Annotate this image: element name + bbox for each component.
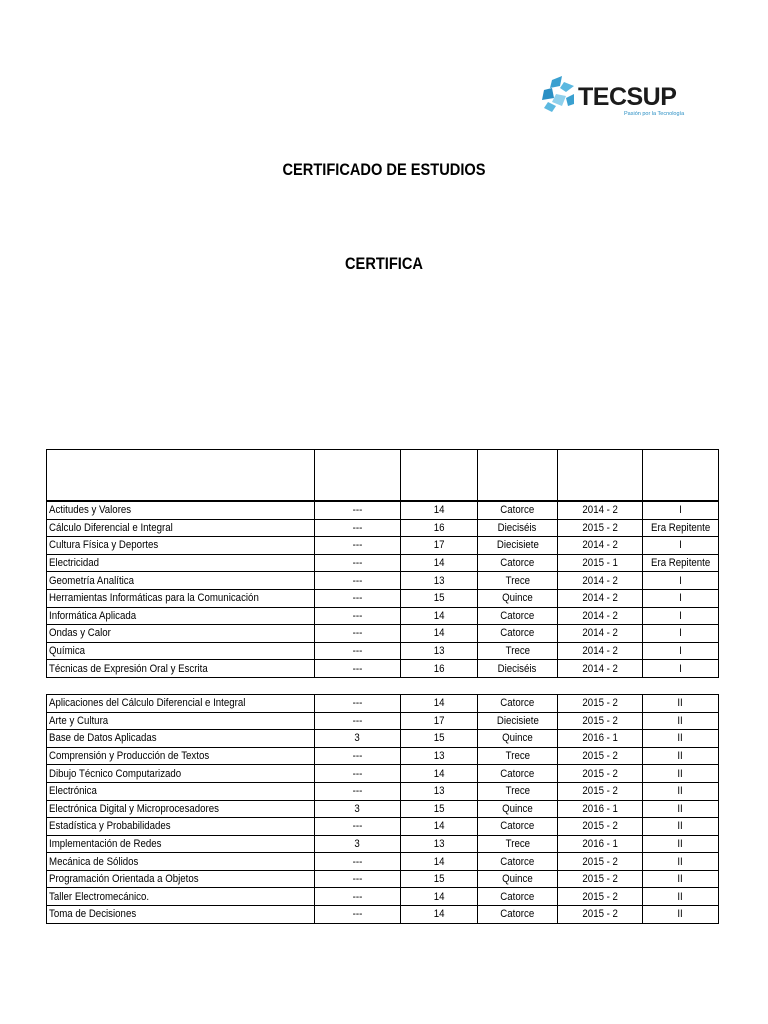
term-cell: 2015 - 2 xyxy=(558,870,643,888)
course-name-cell: Química xyxy=(47,642,315,660)
grade-words-cell: Catorce xyxy=(478,853,558,871)
term-cell: 2015 - 2 xyxy=(558,782,643,800)
level-cell: II xyxy=(643,694,719,712)
grade-number-cell: 14 xyxy=(401,501,478,519)
col2-cell: --- xyxy=(315,782,401,800)
course-name-cell: Electricidad xyxy=(47,554,315,572)
grade-number-cell: 14 xyxy=(401,888,478,906)
grade-words-cell: Trece xyxy=(478,782,558,800)
grade-words-cell: Diecisiete xyxy=(478,537,558,555)
term-cell: 2015 - 2 xyxy=(558,818,643,836)
term-cell: 2016 - 1 xyxy=(558,835,643,853)
grade-number-cell: 13 xyxy=(401,835,478,853)
level-cell: I xyxy=(643,501,719,519)
col2-cell: --- xyxy=(315,870,401,888)
level-cell: I xyxy=(643,660,719,678)
course-name-cell: Estadística y Probabilidades xyxy=(47,818,315,836)
grade-number-cell: 14 xyxy=(401,765,478,783)
level-cell: II xyxy=(643,853,719,871)
term-cell: 2016 - 1 xyxy=(558,730,643,748)
term-cell: 2014 - 2 xyxy=(558,607,643,625)
grade-words-cell: Catorce xyxy=(478,554,558,572)
course-name-cell: Dibujo Técnico Computarizado xyxy=(47,765,315,783)
level-cell: I xyxy=(643,642,719,660)
course-name-cell: Aplicaciones del Cálculo Diferencial e Integral xyxy=(47,694,315,712)
level-cell: II xyxy=(643,888,719,906)
col2-cell: 3 xyxy=(315,730,401,748)
course-name-cell: Base de Datos Aplicadas xyxy=(47,730,315,748)
level-cell: II xyxy=(643,800,719,818)
table-row xyxy=(47,501,719,519)
table-row xyxy=(47,870,719,888)
grade-number-cell: 14 xyxy=(401,694,478,712)
grades-table xyxy=(46,449,719,678)
grade-number-cell: 15 xyxy=(401,730,478,748)
grade-number-cell: 14 xyxy=(401,906,478,924)
table-row xyxy=(47,747,719,765)
table-row xyxy=(47,800,719,818)
tecsup-logo-graphic xyxy=(538,72,706,120)
level-cell: I xyxy=(643,537,719,555)
header-cell xyxy=(401,450,478,502)
grade-number-cell: 15 xyxy=(401,800,478,818)
level-cell: I xyxy=(643,572,719,590)
table-row xyxy=(47,712,719,730)
term-cell: 2015 - 2 xyxy=(558,765,643,783)
course-name-cell: Programación Orientada a Objetos xyxy=(47,870,315,888)
col2-cell: --- xyxy=(315,607,401,625)
table-row xyxy=(47,853,719,871)
level-cell: I xyxy=(643,625,719,643)
col2-cell: 3 xyxy=(315,835,401,853)
table-row xyxy=(47,765,719,783)
header-cell xyxy=(558,450,643,502)
term-cell: 2014 - 2 xyxy=(558,537,643,555)
course-name-cell: Toma de Decisiones xyxy=(47,906,315,924)
col2-cell: --- xyxy=(315,888,401,906)
term-cell: 2015 - 1 xyxy=(558,554,643,572)
term-cell: 2015 - 2 xyxy=(558,694,643,712)
term-cell: 2014 - 2 xyxy=(558,501,643,519)
col2-cell: --- xyxy=(315,818,401,836)
table-row xyxy=(47,625,719,643)
table-row xyxy=(47,607,719,625)
course-name-cell: Geometría Analítica xyxy=(47,572,315,590)
level-cell: I xyxy=(643,589,719,607)
course-name-cell: Herramientas Informáticas para la Comunicación xyxy=(47,589,315,607)
grade-number-cell: 14 xyxy=(401,818,478,836)
term-cell: 2015 - 2 xyxy=(558,712,643,730)
table-row xyxy=(47,818,719,836)
col2-cell: --- xyxy=(315,554,401,572)
course-name-cell: Mecánica de Sólidos xyxy=(47,853,315,871)
grade-number-cell: 13 xyxy=(401,572,478,590)
header-cell xyxy=(478,450,558,502)
table-row xyxy=(47,694,719,712)
grade-number-cell: 13 xyxy=(401,747,478,765)
term-cell: 2014 - 2 xyxy=(558,589,643,607)
header-cell xyxy=(643,450,719,502)
course-name-cell: Ondas y Calor xyxy=(47,625,315,643)
table-row xyxy=(47,888,719,906)
table-row xyxy=(47,537,719,555)
table-row xyxy=(47,730,719,748)
course-name-cell: Electrónica Digital y Microprocesadores xyxy=(47,800,315,818)
grade-words-cell: Catorce xyxy=(478,501,558,519)
grade-number-cell: 16 xyxy=(401,660,478,678)
col2-cell: --- xyxy=(315,660,401,678)
course-name-cell: Taller Electromecánico. xyxy=(47,888,315,906)
col2-cell: --- xyxy=(315,694,401,712)
table-row xyxy=(47,660,719,678)
level-cell: II xyxy=(643,906,719,924)
header-cell xyxy=(47,450,315,502)
grade-number-cell: 14 xyxy=(401,853,478,871)
grade-number-cell: 13 xyxy=(401,782,478,800)
grade-number-cell: 16 xyxy=(401,519,478,537)
col2-cell: --- xyxy=(315,519,401,537)
grade-words-cell: Catorce xyxy=(478,888,558,906)
grade-words-cell: Catorce xyxy=(478,625,558,643)
grade-words-cell: Trece xyxy=(478,835,558,853)
grade-words-cell: Catorce xyxy=(478,765,558,783)
level-cell: II xyxy=(643,870,719,888)
grade-words-cell: Catorce xyxy=(478,818,558,836)
grade-words-cell: Catorce xyxy=(478,906,558,924)
grade-words-cell: Diecisiete xyxy=(478,712,558,730)
logo-wordmark: TECSUP xyxy=(578,83,677,111)
course-name-cell: Cálculo Diferencial e Integral xyxy=(47,519,315,537)
course-name-cell: Comprensión y Producción de Textos xyxy=(47,747,315,765)
grade-number-cell: 15 xyxy=(401,870,478,888)
logo-tagline: Pasión por la Tecnología xyxy=(624,111,685,117)
grade-words-cell: Quince xyxy=(478,870,558,888)
course-name-cell: Cultura Física y Deportes xyxy=(47,537,315,555)
grade-number-cell: 14 xyxy=(401,625,478,643)
level-cell: II xyxy=(643,730,719,748)
grade-number-cell: 13 xyxy=(401,642,478,660)
course-name-cell: Electrónica xyxy=(47,782,315,800)
col2-cell: --- xyxy=(315,853,401,871)
table-row xyxy=(47,782,719,800)
grade-number-cell: 14 xyxy=(401,607,478,625)
col2-cell: --- xyxy=(315,765,401,783)
level-cell: Era Repitente xyxy=(643,519,719,537)
grade-words-cell: Quince xyxy=(478,800,558,818)
grade-words-cell: Catorce xyxy=(478,607,558,625)
term-cell: 2015 - 2 xyxy=(558,888,643,906)
course-name-cell: Implementación de Redes xyxy=(47,835,315,853)
grade-words-cell: Trece xyxy=(478,747,558,765)
document-title: CERTIFICADO DE ESTUDIOS xyxy=(282,160,486,179)
grade-words-cell: Quince xyxy=(478,589,558,607)
col2-cell: --- xyxy=(315,747,401,765)
grade-words-cell: Trece xyxy=(478,642,558,660)
grade-number-cell: 14 xyxy=(401,554,478,572)
grade-number-cell: 15 xyxy=(401,589,478,607)
term-cell: 2015 - 2 xyxy=(558,747,643,765)
level-cell: II xyxy=(643,712,719,730)
header-cell xyxy=(315,450,401,502)
term-cell: 2015 - 2 xyxy=(558,519,643,537)
col2-cell: --- xyxy=(315,572,401,590)
course-name-cell: Actitudes y Valores xyxy=(47,501,315,519)
course-name-cell: Arte y Cultura xyxy=(47,712,315,730)
table-header-row xyxy=(47,450,719,502)
level-cell: II xyxy=(643,818,719,836)
col2-cell: --- xyxy=(315,906,401,924)
term-cell: 2016 - 1 xyxy=(558,800,643,818)
tecsup-logo xyxy=(538,72,706,120)
level-cell: II xyxy=(643,747,719,765)
grade-number-cell: 17 xyxy=(401,712,478,730)
grade-words-cell: Catorce xyxy=(478,694,558,712)
term-cell: 2015 - 2 xyxy=(558,906,643,924)
col2-cell: --- xyxy=(315,642,401,660)
table-row xyxy=(47,835,719,853)
grade-words-cell: Trece xyxy=(478,572,558,590)
term-cell: 2015 - 2 xyxy=(558,853,643,871)
grade-number-cell: 17 xyxy=(401,537,478,555)
level-cell: I xyxy=(643,607,719,625)
col2-cell: --- xyxy=(315,712,401,730)
document-subtitle: CERTIFICA xyxy=(345,254,423,273)
col2-cell: --- xyxy=(315,537,401,555)
table-row xyxy=(47,642,719,660)
col2-cell: --- xyxy=(315,589,401,607)
col2-cell: --- xyxy=(315,625,401,643)
tecsup-emblem-icon xyxy=(542,76,574,112)
table-row xyxy=(47,554,719,572)
level-cell: II xyxy=(643,782,719,800)
grade-words-cell: Quince xyxy=(478,730,558,748)
grades-table-container xyxy=(46,449,718,924)
course-name-cell: Informática Aplicada xyxy=(47,607,315,625)
level-cell: Era Repitente xyxy=(643,554,719,572)
grade-words-cell: Dieciséis xyxy=(478,660,558,678)
term-cell: 2014 - 2 xyxy=(558,572,643,590)
col2-cell: 3 xyxy=(315,800,401,818)
table-row xyxy=(47,519,719,537)
term-cell: 2014 - 2 xyxy=(558,625,643,643)
table-group-gap xyxy=(46,678,718,694)
course-name-cell: Técnicas de Expresión Oral y Escrita xyxy=(47,660,315,678)
grades-table-group-2 xyxy=(46,694,719,924)
col2-cell: --- xyxy=(315,501,401,519)
table-row xyxy=(47,589,719,607)
level-cell: II xyxy=(643,765,719,783)
term-cell: 2014 - 2 xyxy=(558,642,643,660)
table-row xyxy=(47,906,719,924)
table-row xyxy=(47,572,719,590)
grade-words-cell: Dieciséis xyxy=(478,519,558,537)
level-cell: II xyxy=(643,835,719,853)
term-cell: 2014 - 2 xyxy=(558,660,643,678)
